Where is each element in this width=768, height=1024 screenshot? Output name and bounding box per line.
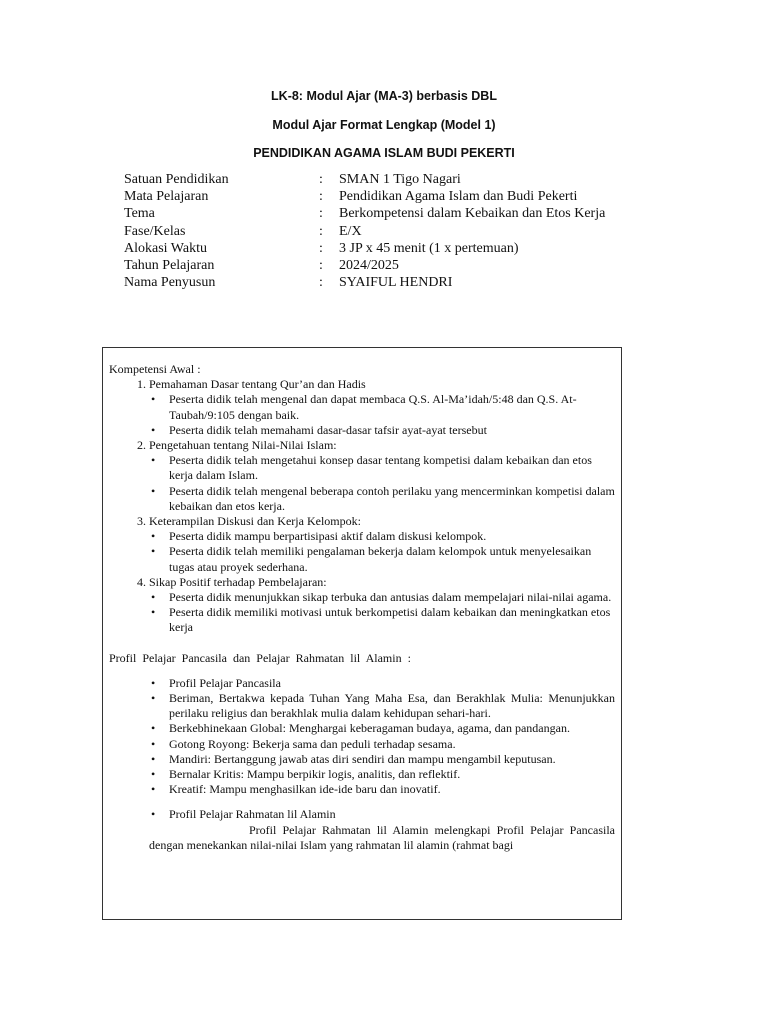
identity-row [124, 188, 684, 205]
list-item: • Peserta didik telah mengetahui konsep dasar tentang kompetisi dalam kebaikan dan etos kerja dalam Islam. [169, 453, 615, 483]
kompetensi-item [149, 575, 615, 636]
list-item: • Peserta didik menunjukkan sikap terbuka dan antusias dalam mempelajari nilai-nilai agama. [169, 590, 615, 605]
identity-row [124, 223, 684, 240]
identity-row [124, 205, 684, 222]
identity-value: 2024/2025 [339, 258, 399, 274]
kompetensi-bullets [149, 392, 615, 438]
identity-value: Pendidikan Agama Islam dan Budi Pekerti [339, 189, 578, 205]
identity-separator: : [319, 275, 323, 291]
profil-title: Profil Pelajar Pancasila dan Pelajar Rahmatan lil Alamin : [109, 650, 411, 665]
identity-label: Satuan Pendidikan [124, 172, 229, 187]
rahmatan-title: • Profil Pelajar Rahmatan lil Alamin [169, 807, 615, 822]
kompetensi-bullets [149, 529, 615, 575]
kompetensi-list [109, 377, 615, 635]
kompetensi-item-title: Pemahaman Dasar tentang Qur’an dan Hadis [149, 377, 366, 392]
list-item: • Peserta didik telah memahami dasar-dasar tafsir ayat-ayat tersebut [169, 423, 615, 438]
rahmatan-paragraph: Profil Pelajar Rahmatan lil Alamin melengkapi Profil Pelajar Pancasila dengan menekankan nilai-nilai Islam yang rahmatan lil alamin (rahmat bagi [149, 822, 615, 852]
pancasila-list [109, 676, 615, 798]
document-heading-modul: Modul Ajar Format Lengkap (Model 1) [272, 118, 496, 132]
kompetensi-item [149, 438, 615, 514]
identity-label: Tahun Pelajaran [124, 258, 215, 274]
identity-value: Berkompetensi dalam Kebaikan dan Etos Kerja [339, 206, 606, 222]
kompetensi-item [149, 514, 615, 575]
list-item: • Peserta didik telah mengenal beberapa contoh perilaku yang mencerminkan kompetisi dalam kebaikan dan etos kerja. [169, 484, 615, 514]
list-item: • Peserta didik telah mengenal dan dapat membaca Q.S. Al-Ma’idah/5:48 dan Q.S. At-Taubah/9:105 dengan baik. [169, 392, 615, 422]
content-box [102, 347, 622, 920]
identity-separator: : [319, 189, 323, 205]
pancasila-title: • Profil Pelajar Pancasila [169, 676, 615, 691]
list-item: • Berkebhinekaan Global: Menghargai keberagaman budaya, agama, dan pandangan. [169, 721, 615, 736]
list-item: • Peserta didik telah memiliki pengalaman bekerja dalam kelompok untuk menyelesaikan tugas atau proyek sederhana. [169, 544, 615, 574]
list-item: • Peserta didik mampu berpartisipasi aktif dalam diskusi kelompok. [169, 529, 615, 544]
identity-label: Nama Penyusun [124, 275, 216, 291]
identity-row [124, 274, 684, 291]
kompetensi-item-title: Sikap Positif terhadap Pembelajaran: [149, 574, 327, 589]
list-item: • Beriman, Bertakwa kepada Tuhan Yang Maha Esa, dan Berakhlak Mulia: Menunjukkan perilaku religius dan berakhlak mulia dalam kehidupan sehari-hari. [169, 691, 615, 721]
identity-separator: : [319, 240, 323, 256]
kompetensi-item-title: Pengetahuan tentang Nilai-Nilai Islam: [149, 438, 337, 453]
kompetensi-bullets [149, 590, 615, 636]
identity-label: Fase/Kelas [124, 223, 186, 239]
identity-table [124, 171, 684, 291]
identity-row [124, 171, 684, 188]
list-item: • Mandiri: Bertanggung jawab atas diri sendiri dan mampu mengambil keputusan. [169, 752, 615, 767]
list-item: • Kreatif: Mampu menghasilkan ide-ide baru dan inovatif. [169, 782, 615, 797]
identity-separator: : [319, 172, 323, 187]
document-heading-subject: PENDIDIKAN AGAMA ISLAM BUDI PEKERTI [253, 146, 515, 160]
kompetensi-bullets [149, 453, 615, 514]
kompetensi-item [149, 377, 615, 438]
document-heading-lk: LK-8: Modul Ajar (MA-3) berbasis DBL [271, 89, 497, 103]
identity-row [124, 240, 684, 257]
identity-label: Mata Pelajaran [124, 189, 209, 205]
identity-separator: : [319, 206, 323, 222]
spacer [109, 636, 615, 651]
identity-row [124, 257, 684, 274]
identity-separator: : [319, 223, 323, 239]
identity-value: SYAIFUL HENDRI [339, 275, 453, 291]
identity-separator: : [319, 258, 323, 274]
identity-value: 3 JP x 45 menit (1 x pertemuan) [339, 240, 519, 256]
identity-value: SMAN 1 Tigo Nagari [339, 172, 461, 187]
identity-value: E/X [339, 223, 362, 239]
identity-label: Alokasi Waktu [124, 240, 207, 256]
kompetensi-title: Kompetensi Awal : [109, 362, 201, 376]
kompetensi-item-title: Keterampilan Diskusi dan Kerja Kelompok: [149, 514, 361, 529]
identity-label: Tema [124, 206, 155, 222]
list-item: • Gotong Royong: Bekerja sama dan peduli terhadap sesama. [169, 737, 615, 752]
list-item: • Bernalar Kritis: Mampu berpikir logis, analitis, dan reflektif. [169, 767, 615, 782]
rahmatan-list [109, 807, 615, 822]
list-item: • Peserta didik memiliki motivasi untuk berkompetisi dalam kebaikan dan meningkatkan etos kerja [169, 605, 615, 635]
